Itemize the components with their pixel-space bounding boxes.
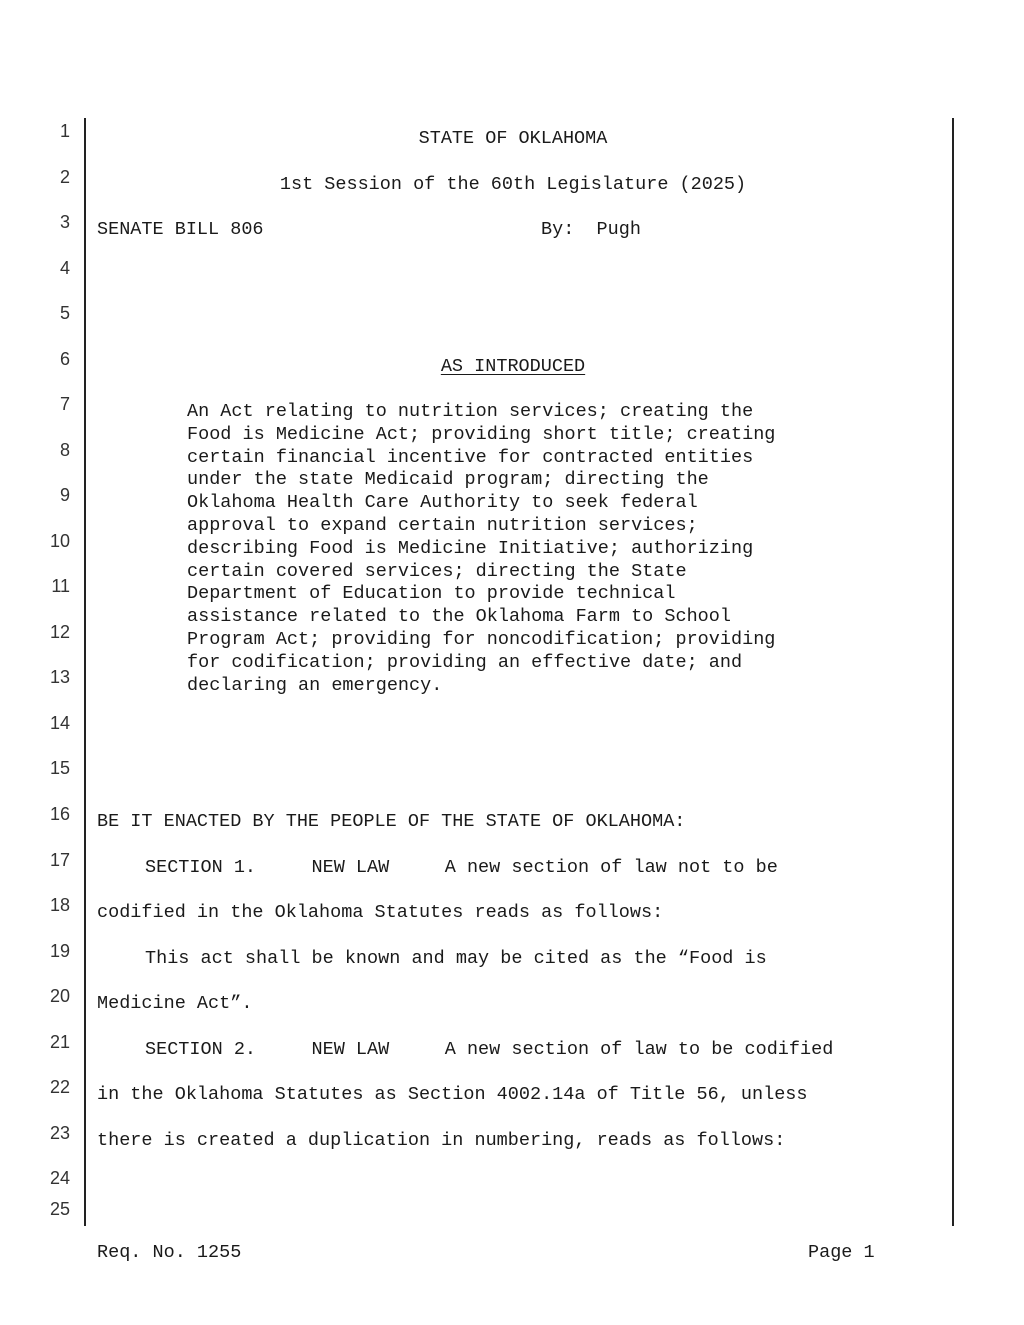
line-number: 5: [59, 303, 70, 323]
line-number: 19: [49, 941, 70, 961]
abstract-line: Food is Medicine Act; providing short title; creating: [187, 423, 776, 445]
right-margin-rule: [952, 118, 954, 1226]
abstract-line: certain covered services; directing the State: [187, 560, 687, 582]
line-number: 13: [49, 667, 70, 687]
status-heading: [97, 356, 929, 378]
line-number: 15: [49, 758, 70, 778]
section-1-text: This act shall be known and may be cited as the “Food is: [145, 948, 767, 969]
session-heading: 1st Session of the 60th Legislature (2025): [279, 174, 747, 195]
line-number: 2: [59, 167, 70, 187]
status-label: AS INTRODUCED: [440, 356, 586, 377]
line-number: 9: [59, 485, 70, 505]
line-number: 11: [51, 576, 70, 596]
bill-author: By: Pugh: [541, 219, 641, 240]
abstract-line: certain financial incentive for contracted entities: [187, 446, 754, 468]
line-number: 7: [59, 394, 70, 414]
abstract-line: Oklahoma Health Care Authority to seek federal: [187, 492, 698, 514]
line-number: 1: [59, 121, 70, 141]
line-number-partial: 25: [49, 1199, 70, 1219]
line-number: 6: [59, 349, 70, 369]
line-number: 23: [49, 1123, 70, 1143]
line-number: 17: [49, 850, 70, 870]
abstract-line: An Act relating to nutrition services; creating the: [187, 401, 754, 422]
abstract-line: under the state Medicaid program; directing the: [187, 469, 709, 491]
state-heading: STATE OF OKLAHOMA: [418, 128, 608, 149]
section-2-heading: SECTION 2. NEW LAW A new section of law to be codified: [145, 1039, 834, 1060]
bill-number: SENATE BILL 806: [97, 219, 264, 240]
section-1-continuation: codified in the Oklahoma Statutes reads as follows:: [97, 902, 664, 923]
act-title-abstract: [187, 401, 847, 697]
line-number: 18: [49, 895, 70, 915]
section-2-continuation: in the Oklahoma Statutes as Section 4002.14a of Title 56, unless: [97, 1084, 808, 1105]
section-2-continuation: there is created a duplication in numbering, reads as follows:: [97, 1130, 786, 1151]
section-1-heading: SECTION 1. NEW LAW A new section of law not to be: [145, 857, 778, 878]
line-number: 12: [49, 622, 70, 642]
abstract-line: describing Food is Medicine Initiative; authorizing: [187, 537, 754, 559]
abstract-line: declaring an emergency.: [187, 674, 443, 696]
abstract-line: approval to expand certain nutrition services;: [187, 514, 698, 536]
abstract-line: Program Act; providing for noncodification; providing: [187, 628, 776, 650]
line-number: 24: [49, 1168, 70, 1188]
line-number: 8: [59, 440, 70, 460]
page-number: Page 1: [808, 1242, 875, 1263]
line-number: 16: [49, 804, 70, 824]
abstract-line: assistance related to the Oklahoma Farm to School: [187, 606, 731, 628]
abstract-line: Department of Education to provide technical: [187, 583, 676, 605]
left-margin-rule: [84, 118, 86, 1226]
line-number: 4: [59, 258, 70, 278]
line-number: 22: [49, 1077, 70, 1097]
line-number: 14: [49, 713, 70, 733]
enacting-clause: BE IT ENACTED BY THE PEOPLE OF THE STATE OF OKLAHOMA:: [97, 811, 686, 832]
line-number: 20: [49, 986, 70, 1006]
line-number: 21: [49, 1032, 70, 1052]
request-number: Req. No. 1255: [97, 1242, 242, 1263]
line-number: 3: [59, 212, 70, 232]
section-1-text-cont: Medicine Act”.: [97, 993, 253, 1014]
abstract-line: for codification; providing an effective date; and: [187, 651, 743, 673]
line-number: 10: [49, 531, 70, 551]
